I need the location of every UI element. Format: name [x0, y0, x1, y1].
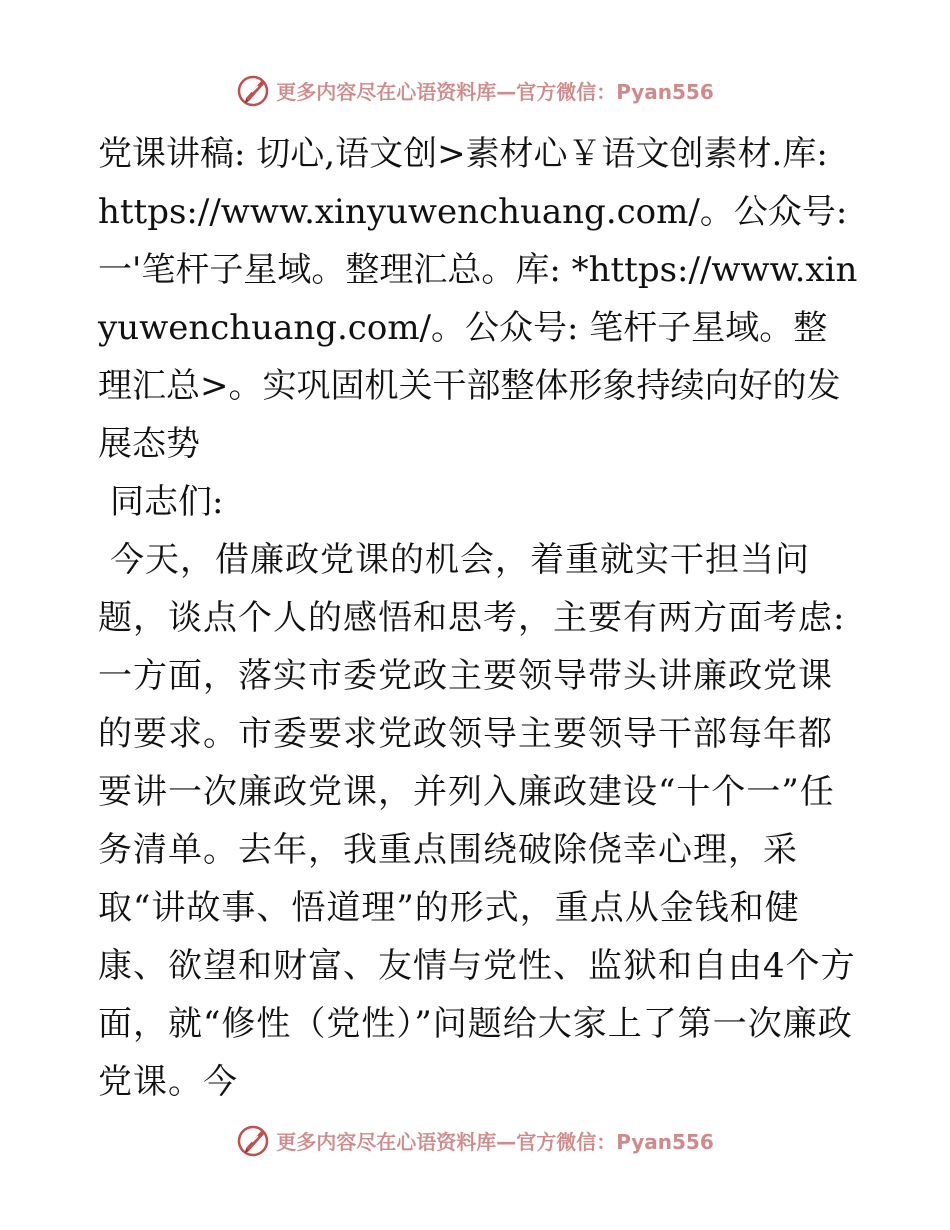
footer-banner-text: 更多内容尽在心语资料库—官方微信：Pyan556 [276, 1129, 714, 1154]
quill-pen-icon [236, 1122, 272, 1158]
header-banner-content [236, 72, 714, 108]
document-body [98, 125, 858, 1111]
footer-banner [0, 1118, 950, 1162]
quill-pen-icon [236, 72, 272, 108]
document-title: 党课讲稿: 切心,语文创>素材心￥语文创素材.库: https://www.xinyuwenchuang.com/。公众号: 一'笔杆子星域。整理汇总。库: *https://www.xinyuwenchuang.com/。公众号: 笔杆子星域。整理汇总>。实巩固机关干部整体形象持续向好的发展态势 [98, 134, 858, 464]
header-banner [0, 68, 950, 112]
footer-banner-content [236, 1122, 714, 1158]
header-banner-text: 更多内容尽在心语资料库—官方微信：Pyan556 [276, 79, 714, 104]
greeting: 同志们: [110, 482, 224, 522]
body-paragraph: 今天，借廉政党课的机会，着重就实干担当问题，谈点个人的感悟和思考，主要有两方面考虑:一方面，落实市委党政主要领导带头讲廉政党课的要求。市委要求党政领导主要领导干部每年都要讲一次廉政党课，并列入廉政建设“十个一”任务清单。去年，我重点围绕破除侥幸心理，采取“讲故事、悟道理”的形式，重点从金钱和健康、欲望和财富、友情与党性、监狱和自由4个方面，就“修性（党性）”问题给大家上了第一次廉政党课。今 [98, 540, 856, 1102]
